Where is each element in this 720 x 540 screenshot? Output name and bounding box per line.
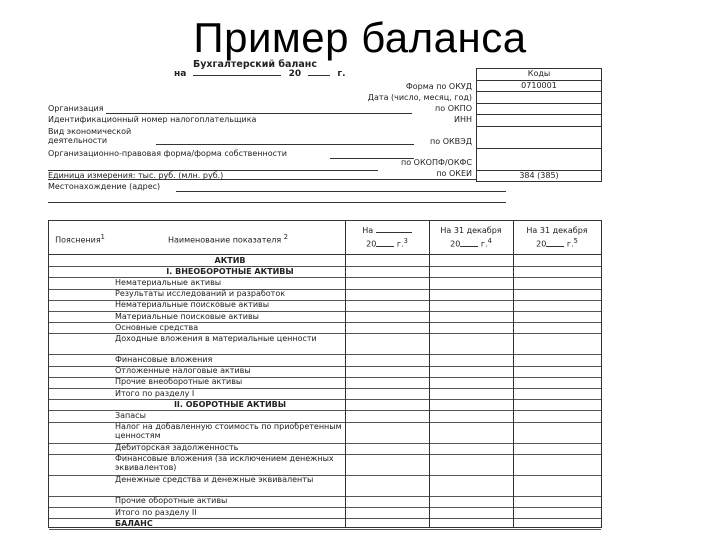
col-divider-3 [513, 221, 514, 527]
date-suffix: г. [337, 69, 346, 79]
code-inn-label: ИНН [453, 115, 472, 124]
code-okpo-value [477, 103, 601, 115]
code-okud-value: 0710001 [477, 80, 601, 92]
row-label: Дебиторская задолженность [115, 443, 239, 453]
row-label: Отложенные налоговые активы [115, 366, 251, 376]
code-okved-value [477, 126, 601, 148]
header-col3-top: На 31 декабря [526, 226, 588, 235]
row-label: Материальные поисковые активы [115, 311, 259, 321]
row-label: II. ОБОРОТНЫЕ АКТИВЫ [173, 399, 287, 409]
taxpayer-id-label: Идентификационный номер налогоплательщика [48, 115, 257, 124]
row-label: Прочие оборотные активы [115, 496, 228, 506]
header-note [49, 233, 111, 245]
table-row [49, 475, 601, 497]
location-line-2 [48, 202, 506, 203]
codes-header: Коды [527, 69, 551, 78]
code-okei-value: 384 (385) [477, 170, 601, 182]
row-label: Доходные вложения в материальные ценности [115, 333, 317, 343]
row-label: I. ВНЕОБОРОТНЫЕ АКТИВЫ [166, 266, 294, 276]
table-row [49, 333, 601, 355]
header-col2-top: На 31 декабря [440, 226, 502, 235]
row-label: Результаты исследований и разработок [115, 289, 286, 299]
table-header [49, 221, 601, 255]
activity-label [48, 127, 131, 145]
row-label: Финансовые вложения [115, 354, 213, 364]
legal-form-line [330, 158, 414, 159]
header-col1-suffix: г. [396, 239, 404, 249]
header-col1-top: На [362, 226, 374, 235]
row-label: Денежные средства и денежные эквиваленты [115, 475, 314, 485]
row-label: Прочие внеоборотные активы [115, 377, 243, 387]
unit-line [48, 179, 476, 180]
header-col2-year: 20 [450, 239, 461, 249]
header-col3-year: 20 [536, 239, 547, 249]
col-divider-1 [345, 221, 346, 527]
header-name [111, 233, 345, 245]
header-col3 [513, 225, 601, 250]
header-col2-sup: 4 [487, 237, 492, 245]
header-col2-suffix: г. [480, 239, 488, 249]
code-okopf-value [477, 148, 601, 170]
code-okei-label: по ОКЕИ [436, 169, 472, 178]
location-line [176, 191, 506, 192]
balance-table [48, 220, 602, 528]
row-label: Итого по разделу I [115, 388, 195, 398]
date-line [174, 69, 346, 79]
col-divider-2 [429, 221, 430, 527]
organization-label: Организация [48, 104, 104, 113]
activity-line [156, 144, 414, 145]
slide-title: Пример баланса [193, 14, 527, 61]
date-year-prefix: 20 [288, 69, 302, 79]
organization-line [106, 113, 412, 114]
header-col3-suffix: г. [566, 239, 574, 249]
activity-label-line2: деятельности [48, 136, 108, 145]
location-label: Местонахождение (адрес) [48, 182, 161, 191]
header-col2 [429, 225, 513, 250]
row-label: Нематериальные активы [115, 277, 222, 287]
code-date-label: Дата (число, месяц, год) [367, 93, 472, 102]
header-name-text: Наименование показателя [167, 235, 282, 245]
header-note-sup: 1 [100, 233, 105, 241]
row-label: Запасы [115, 410, 146, 420]
header-col1-sup: 3 [403, 237, 408, 245]
table-row [49, 518, 601, 530]
header-col1-year: 20 [366, 239, 377, 249]
header-col3-sup: 5 [573, 237, 578, 245]
header-col1 [345, 225, 429, 250]
row-label: Основные средства [115, 322, 199, 332]
header-note-text: Пояснения [55, 235, 101, 245]
row-label: Нематериальные поисковые активы [115, 300, 270, 310]
row-label: Финансовые вложения (за исключением денежных эквивалентов) [115, 454, 334, 472]
row-label: АКТИВ [214, 255, 246, 265]
row-label: Итого по разделу II [115, 507, 197, 517]
codes-table [476, 68, 602, 182]
row-label: БАЛАНС [115, 518, 153, 528]
code-inn-value [477, 114, 601, 126]
code-okpo-label: по ОКПО [435, 104, 472, 113]
form-title: Бухгалтерский баланс [193, 59, 317, 70]
code-date-value [477, 91, 601, 103]
table-row [49, 422, 601, 444]
activity-label-line1: Вид экономической [48, 127, 132, 136]
row-label: Налог на добавленную стоимость по приобретенным ценностям [115, 422, 342, 440]
header-name-sup: 2 [283, 233, 289, 241]
unit-label: Единица измерения: тыс. руб. (млн. руб.) [48, 171, 224, 180]
date-prefix: на [174, 69, 187, 79]
code-okved-label: по ОКВЭД [430, 137, 472, 146]
legal-form-label: Организационно-правовая форма/форма собственности [48, 149, 287, 158]
table-row [49, 454, 601, 476]
code-okopf-label: по ОКОПФ/ОКФС [401, 158, 472, 167]
code-okud-label: Форма по ОКУД [405, 82, 472, 91]
balance-sheet-form [48, 58, 600, 528]
